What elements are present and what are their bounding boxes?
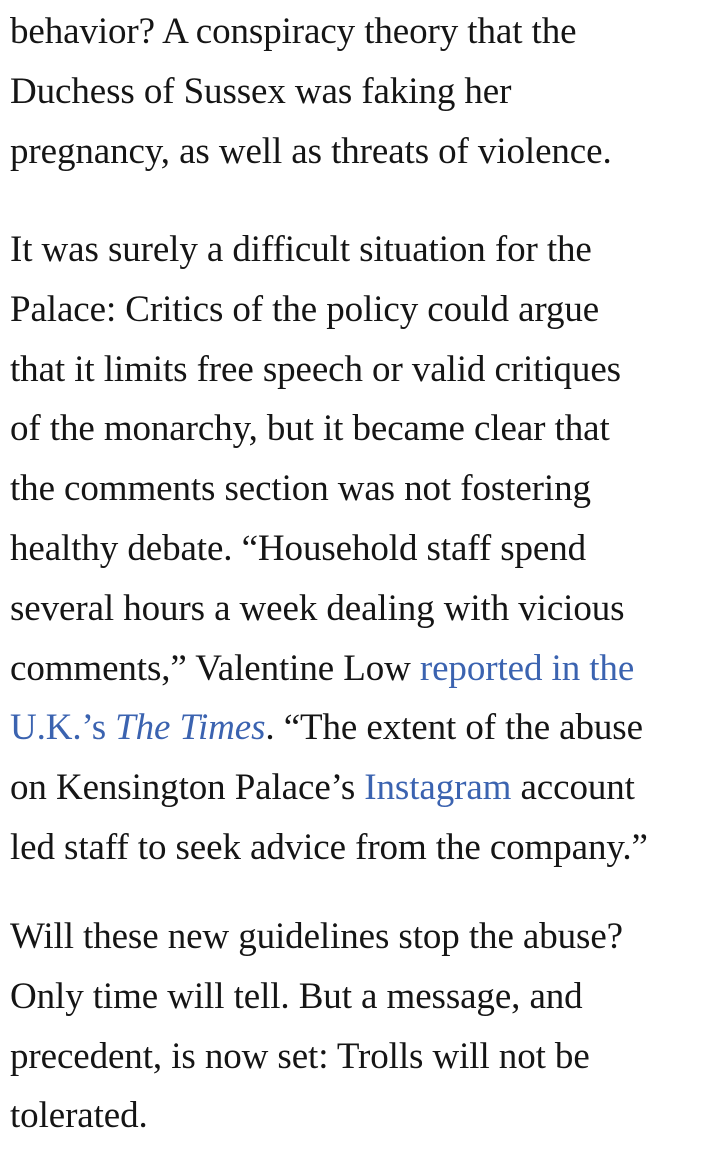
text-line: of the monarchy, but it became clear that — [10, 408, 610, 450]
text-segment: account — [511, 767, 635, 809]
text-line: tolerated. — [10, 1095, 148, 1137]
times-article-link[interactable]: reported in the — [419, 647, 635, 689]
paragraph-3 — [10, 907, 623, 1146]
paragraph-1 — [10, 2, 612, 181]
text-line-with-link — [10, 698, 648, 758]
text-line: precedent, is now set: Trolls will not be — [10, 1035, 590, 1077]
text-line: Will these new guidelines stop the abuse? — [10, 916, 623, 957]
text-line: Palace: Critics of the policy could argue — [10, 288, 600, 330]
paragraph-2 — [10, 220, 648, 878]
text-line: Duchess of Sussex was faking her — [10, 70, 512, 112]
text-line: several hours a week dealing with vicious — [10, 587, 625, 629]
text-line: the comments section was not fostering — [10, 468, 591, 510]
text-line-with-link — [10, 639, 648, 699]
times-publication-name: The Times — [115, 707, 266, 749]
text-line: healthy debate. “Household staff spend — [10, 527, 587, 569]
times-article-link-continued[interactable] — [10, 707, 265, 748]
text-line: that it limits free speech or valid critiques — [10, 348, 621, 390]
text-line: It was surely a difficult situation for the — [10, 229, 592, 270]
text-line: led staff to seek advice from the company.” — [10, 826, 648, 868]
instagram-link[interactable]: Instagram — [364, 767, 512, 809]
quote-attribution-text: comments,” Valentine Low — [10, 647, 420, 689]
text-line: behavior? A conspiracy theory that the — [10, 11, 577, 52]
times-link-text: U.K.’s — [10, 707, 116, 749]
text-segment: on Kensington Palace’s — [10, 767, 365, 809]
text-line: pregnancy, as well as threats of violence. — [10, 130, 612, 172]
text-line: Only time will tell. But a message, and — [10, 975, 583, 1017]
text-line-with-link — [10, 758, 648, 818]
quote-text: . “The extent of the abuse — [265, 707, 643, 749]
